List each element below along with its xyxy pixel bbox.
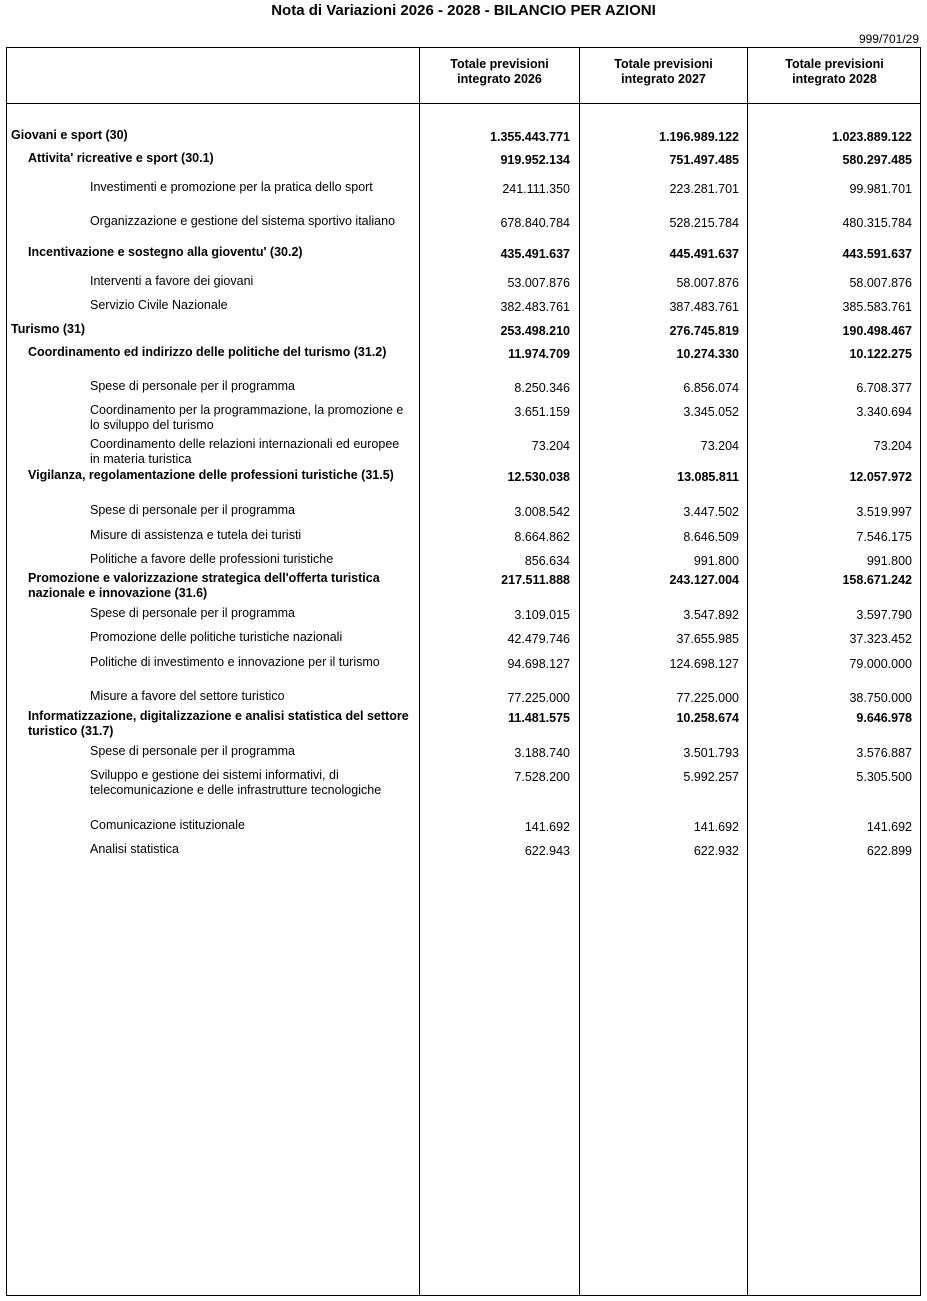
row-value-2026: 8.664.862 (514, 530, 570, 544)
row-value-2027: 3.547.892 (683, 608, 739, 622)
row-label: Turismo (31) (11, 322, 86, 336)
row-value-2028: 10.122.275 (849, 347, 912, 361)
row-value-2027: 37.655.985 (676, 632, 739, 646)
header-divider (6, 103, 921, 104)
row-value-2028: 622.899 (866, 844, 912, 858)
row-value-2028: 38.750.000 (849, 691, 912, 705)
page-title: Nota di Variazioni 2026 - 2028 - BILANCIO PER AZIONI (271, 2, 656, 19)
row-value-2028: 3.597.790 (856, 608, 912, 622)
row-value-2026: 253.498.210 (500, 324, 570, 338)
row-value-2027: 10.258.674 (676, 711, 739, 725)
row-label: Interventi a favore dei giovani (90, 274, 254, 288)
row-value-2026: 3.109.015 (514, 608, 570, 622)
row-value-2026: 3.008.542 (514, 505, 570, 519)
column-header-2027 (580, 57, 747, 87)
row-value-2028: 3.519.997 (856, 505, 912, 519)
row-value-2028: 7.546.175 (856, 530, 912, 544)
row-value-2027: 991.800 (693, 554, 739, 568)
column-header-2026-line2: integrato 2026 (457, 72, 542, 86)
row-value-2028: 190.498.467 (842, 324, 912, 338)
row-value-2027: 8.646.509 (683, 530, 739, 544)
row-value-2026: 11.974.709 (508, 347, 570, 361)
row-value-2028: 991.800 (866, 554, 912, 568)
row-label: Misure di assistenza e tutela dei turisti (90, 528, 302, 542)
row-value-2026: 435.491.637 (500, 247, 570, 261)
row-label: Spese di personale per il programma (90, 744, 295, 758)
document-code: 999/701/29 (858, 32, 919, 46)
row-value-2026: 622.943 (524, 844, 570, 858)
row-value-2027: 58.007.876 (676, 276, 739, 290)
row-value-2026: 77.225.000 (507, 691, 570, 705)
row-value-2028: 12.057.972 (849, 470, 912, 484)
row-label: Analisi statistica (90, 842, 179, 856)
row-label: Servizio Civile Nazionale (90, 298, 228, 312)
row-label: Informatizzazione, digitalizzazione e analisi statistica del settore turistico (31.7) (28, 709, 409, 738)
row-value-2027: 73.204 (700, 439, 739, 453)
row-label: Incentivazione e sostegno alla gioventu' (30.2) (28, 245, 303, 259)
row-label: Vigilanza, regolamentazione delle professioni turistiche (31.5) (28, 468, 394, 482)
row-label: Comunicazione istituzionale (90, 818, 245, 832)
row-label: Coordinamento ed indirizzo delle politiche del turismo (31.2) (28, 345, 387, 359)
row-value-2027: 13.085.811 (677, 470, 739, 484)
row-value-2026: 382.483.761 (500, 300, 570, 314)
row-value-2028: 37.323.452 (849, 632, 912, 646)
row-value-2027: 3.501.793 (683, 746, 739, 760)
row-value-2028: 3.576.887 (856, 746, 912, 760)
row-value-2026: 856.634 (524, 554, 570, 568)
column-divider (747, 47, 748, 1296)
row-value-2026: 53.007.876 (507, 276, 570, 290)
row-value-2027: 5.992.257 (683, 770, 739, 784)
row-value-2027: 141.692 (693, 820, 739, 834)
row-value-2028: 6.708.377 (856, 381, 912, 395)
row-value-2027: 124.698.127 (669, 657, 739, 671)
row-value-2027: 387.483.761 (669, 300, 739, 314)
row-value-2026: 94.698.127 (507, 657, 570, 671)
row-label: Spese di personale per il programma (90, 606, 295, 620)
row-value-2027: 445.491.637 (669, 247, 739, 261)
row-label: Organizzazione e gestione del sistema sportivo italiano (90, 214, 396, 228)
row-label: Sviluppo e gestione dei sistemi informativi, di telecomunicazione e delle infrastrutture tecnologiche (90, 768, 382, 797)
row-value-2026: 217.511.888 (501, 573, 570, 587)
row-value-2028: 580.297.485 (842, 153, 912, 167)
row-value-2026: 11.481.575 (508, 711, 570, 725)
column-header-2027-line2: integrato 2027 (621, 72, 706, 86)
row-value-2028: 141.692 (866, 820, 912, 834)
row-value-2026: 3.651.159 (514, 405, 570, 419)
row-label: Coordinamento delle relazioni internazionali ed europee in materia turistica (90, 437, 400, 466)
row-value-2028: 5.305.500 (856, 770, 912, 784)
row-value-2026: 12.530.038 (507, 470, 570, 484)
row-value-2027: 6.856.074 (683, 381, 739, 395)
row-value-2028: 79.000.000 (849, 657, 912, 671)
column-header-2028-line2: integrato 2028 (792, 72, 877, 86)
row-value-2028: 9.646.978 (856, 711, 912, 725)
row-value-2027: 223.281.701 (669, 182, 739, 196)
row-label: Coordinamento per la programmazione, la promozione e lo sviluppo del turismo (90, 403, 404, 432)
row-value-2028: 73.204 (873, 439, 912, 453)
row-label: Promozione delle politiche turistiche nazionali (90, 630, 343, 644)
column-header-2028 (748, 57, 921, 87)
row-value-2026: 73.204 (531, 439, 570, 453)
row-value-2027: 622.932 (693, 844, 739, 858)
row-value-2027: 3.345.052 (683, 405, 739, 419)
row-label: Misure a favore del settore turistico (90, 689, 285, 703)
row-value-2026: 141.692 (524, 820, 570, 834)
row-value-2027: 3.447.502 (683, 505, 739, 519)
row-value-2028: 99.981.701 (849, 182, 912, 196)
row-value-2026: 678.840.784 (500, 216, 570, 230)
row-label: Investimenti e promozione per la pratica dello sport (90, 180, 373, 194)
row-value-2026: 7.528.200 (514, 770, 570, 784)
row-value-2026: 8.250.346 (514, 381, 570, 395)
row-value-2026: 1.355.443.771 (490, 130, 570, 144)
row-label: Giovani e sport (30) (11, 128, 128, 142)
row-value-2027: 1.196.989.122 (659, 130, 739, 144)
row-value-2027: 10.274.330 (676, 347, 739, 361)
row-value-2026: 42.479.746 (507, 632, 570, 646)
row-label: Spese di personale per il programma (90, 379, 295, 393)
row-value-2027: 77.225.000 (676, 691, 739, 705)
row-value-2028: 1.023.889.122 (832, 130, 912, 144)
row-value-2026: 241.111.350 (502, 182, 570, 196)
row-value-2028: 385.583.761 (842, 300, 912, 314)
row-label: Attivita' ricreative e sport (30.1) (28, 151, 214, 165)
row-value-2027: 276.745.819 (669, 324, 739, 338)
row-value-2027: 751.497.485 (669, 153, 739, 167)
column-header-2026 (420, 57, 579, 87)
column-header-2028-line1: Totale previsioni (785, 57, 884, 71)
row-label: Politiche a favore delle professioni turistiche (90, 552, 334, 566)
row-value-2026: 3.188.740 (514, 746, 570, 760)
column-header-2027-line1: Totale previsioni (614, 57, 713, 71)
row-value-2027: 243.127.004 (669, 573, 739, 587)
row-value-2028: 58.007.876 (849, 276, 912, 290)
row-value-2028: 480.315.784 (842, 216, 912, 230)
row-value-2028: 158.671.242 (842, 573, 912, 587)
row-value-2026: 919.952.134 (500, 153, 570, 167)
column-header-2026-line1: Totale previsioni (450, 57, 549, 71)
row-label: Spese di personale per il programma (90, 503, 295, 517)
row-label: Politiche di investimento e innovazione per il turismo (90, 655, 380, 669)
row-value-2028: 3.340.694 (856, 405, 912, 419)
column-divider (579, 47, 580, 1296)
row-label: Promozione e valorizzazione strategica dell'offerta turistica nazionale e innovazione (31.6) (28, 571, 380, 600)
row-value-2028: 443.591.637 (842, 247, 912, 261)
row-value-2027: 528.215.784 (669, 216, 739, 230)
